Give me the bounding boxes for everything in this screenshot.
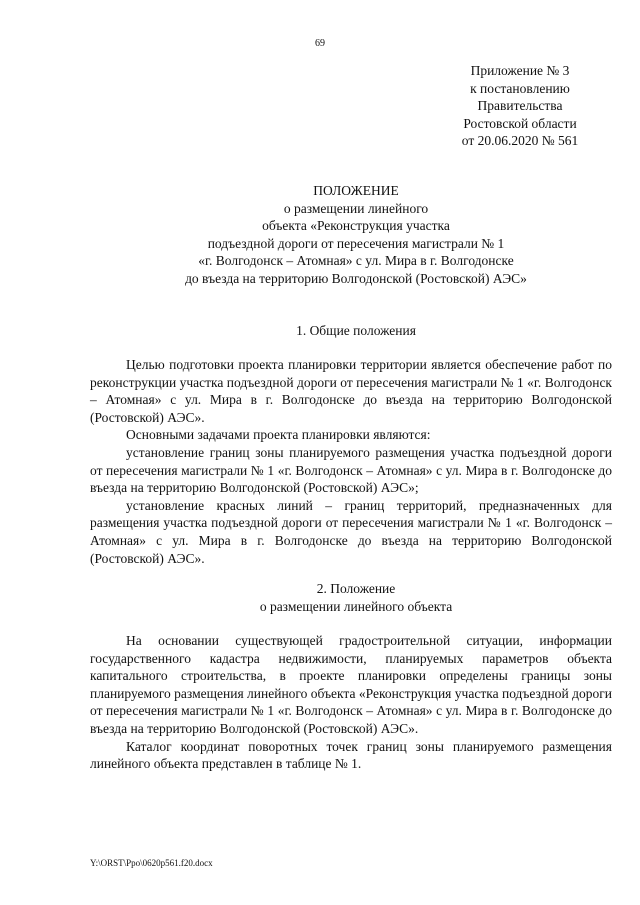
- appendix-line: от 20.06.2020 № 561: [461, 133, 579, 148]
- document-title: [0, 182, 640, 287]
- section-1-body: [90, 356, 612, 567]
- paragraph: Основными задачами проекта планировки являются:: [126, 427, 431, 443]
- appendix-line: к постановлению: [470, 80, 570, 96]
- section-2-body: [90, 632, 612, 773]
- title-line: «г. Волгодонск – Атомная» с ул. Мира в г. Волгодонске: [198, 253, 514, 268]
- section-2-heading: [0, 580, 640, 615]
- appendix-line: Приложение № 3: [470, 63, 570, 78]
- page-number: 69: [315, 38, 325, 49]
- section-1-heading-text: 1. Общие положения: [296, 323, 416, 338]
- section-2-heading-line: 2. Положение: [316, 581, 396, 596]
- title-line: подъездной дороги от пересечения магистрали № 1: [207, 235, 505, 251]
- paragraph: Целью подготовки проекта планировки территории является обеспечение работ по реконструкции участка подъездной дороги от пересечения магистрали № 1 «г. Волгодонск – Атомная» с ул. Мира в г. Волгодонске до въезда на территорию Волгодонской (Ростовской) АЭС».: [90, 357, 612, 425]
- title-line: объекта «Реконструкция участка: [262, 218, 450, 233]
- footer-file-path: Y:\ORST\Ppo\0620p561.f20.docx: [90, 858, 213, 868]
- section-2-heading-line: о размещении линейного объекта: [259, 598, 453, 614]
- paragraph: Каталог координат поворотных точек границ зоны планируемого размещения линейного объекта представлен в таблице № 1.: [90, 738, 612, 772]
- title-line: до въезда на территорию Волгодонской (Ростовской) АЭС»: [185, 270, 527, 286]
- appendix-line: Ростовской области: [463, 115, 577, 131]
- paragraph: На основании существующей градостроительной ситуации, информации государственного кадастра недвижимости, планируемых параметров объекта капитального строительства, в проекте планировки определены границы зоны планируемого размещения линейного объекта «Реконструкция участка подъездной дороги от пересечения магистрали № 1 «г. Волгодонск – Атомная» с ул. Мира в г. Волгодонске до въезда на территорию Волгодонской (Ростовской) АЭС».: [90, 633, 612, 736]
- appendix-block: [430, 62, 610, 150]
- paragraph: установление границ зоны планируемого размещения участка подъездной дороги от пересечения магистрали № 1 «г. Волгодонск – Атомная» с ул. Мира в г. Волгодонске до въезда на территорию Волгодонской (Ростовской) АЭС»;: [90, 444, 612, 496]
- section-1-heading: [0, 322, 640, 340]
- title-line: о размещении линейного: [283, 200, 429, 216]
- paragraph: установление красных линий – границ территорий, предназначенных для размещения участка подъездной дороги от пересечения магистрали № 1 «г. Волгодонск – Атомная» с ул. Мира в г. Волгодонске до въезда на территорию Волгодонской (Ростовской) АЭС».: [90, 497, 612, 566]
- title-line: ПОЛОЖЕНИЕ: [313, 183, 399, 198]
- appendix-line: Правительства: [477, 98, 563, 113]
